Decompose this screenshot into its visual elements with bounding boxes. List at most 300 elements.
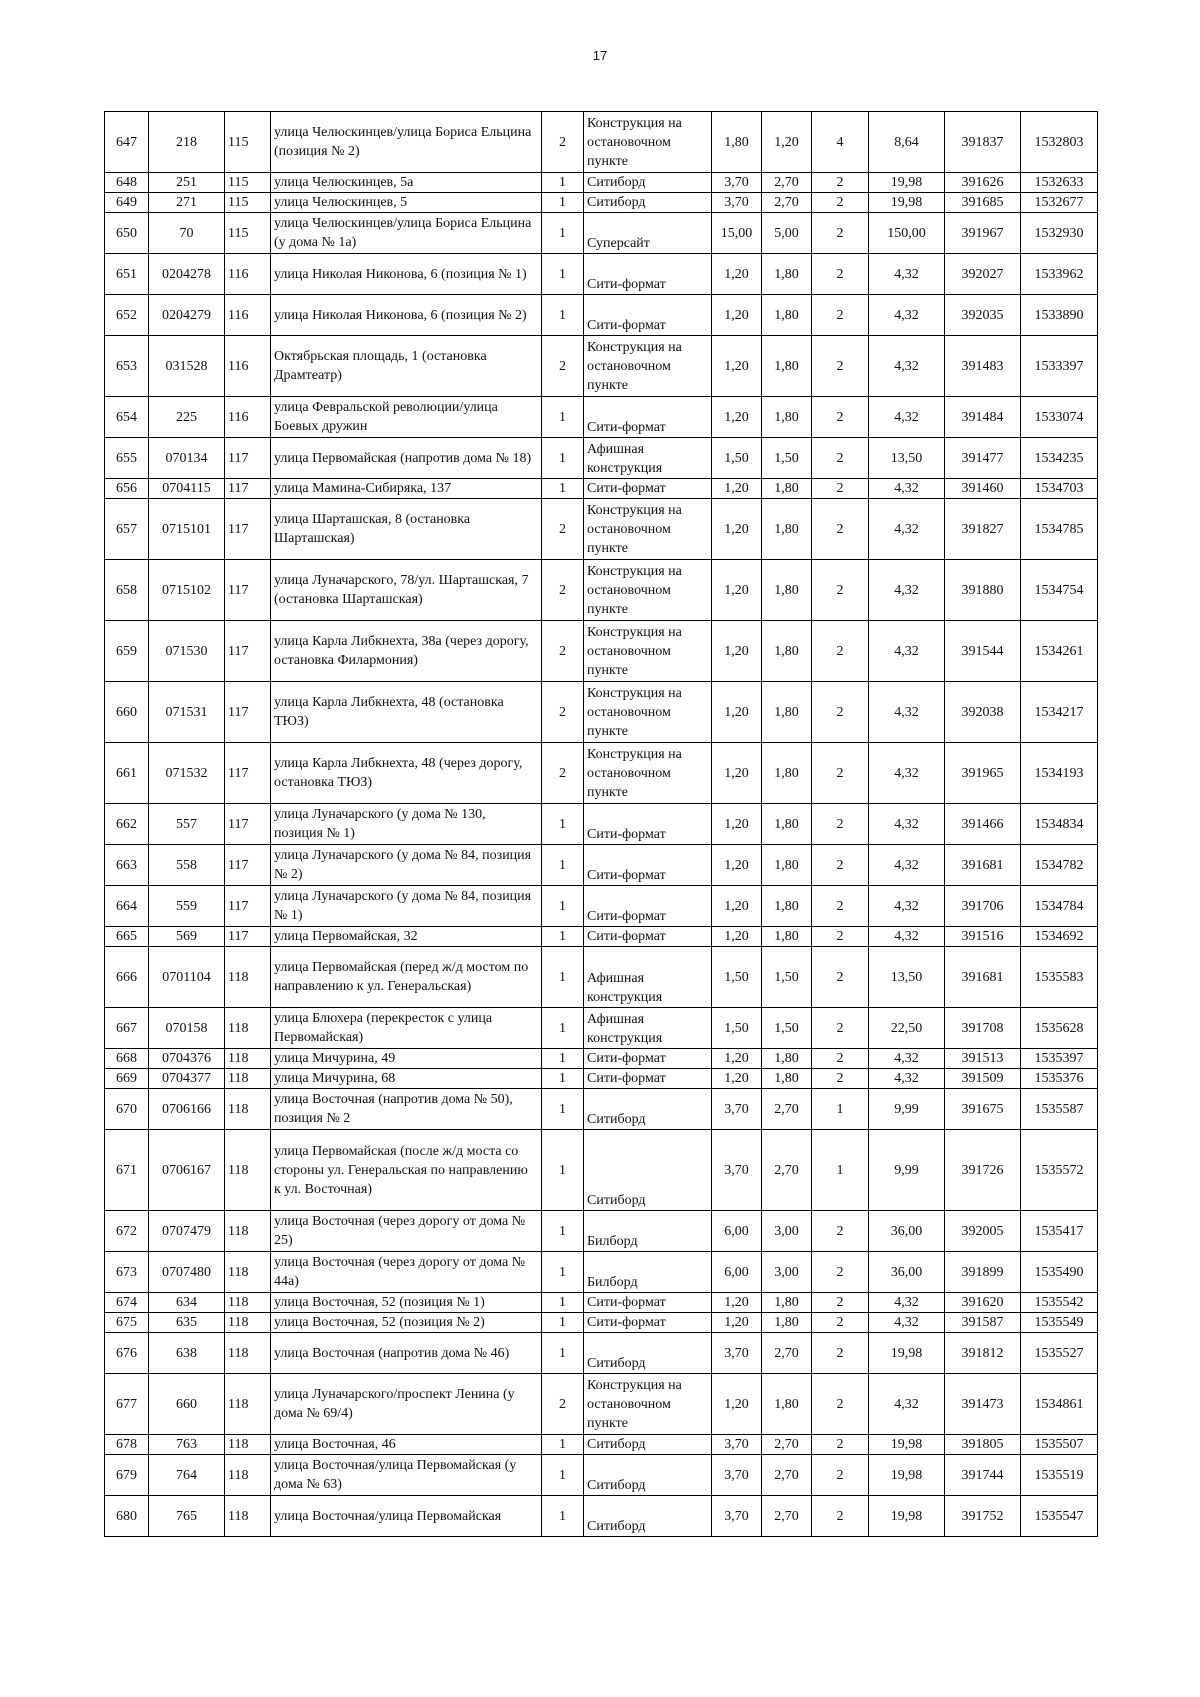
area-cell: 13,50 [869, 438, 945, 479]
area-cell: 19,98 [869, 193, 945, 213]
coord-y-cell: 1535376 [1021, 1069, 1098, 1089]
faces-cell: 2 [812, 886, 869, 927]
area-cell: 19,98 [869, 1496, 945, 1537]
width-cell: 1,20 [712, 479, 762, 499]
coord-x-cell: 391837 [945, 112, 1021, 173]
area-cell: 19,98 [869, 1435, 945, 1455]
sides-cell: 1 [542, 1089, 584, 1130]
faces-cell: 2 [812, 1211, 869, 1252]
height-cell: 3,00 [762, 1211, 812, 1252]
zone-cell: 118 [225, 1049, 271, 1069]
address-cell: Октябрьская площадь, 1 (остановка Драмтеатр) [271, 336, 542, 397]
code-cell: 0701104 [149, 947, 225, 1008]
sides-cell: 2 [542, 499, 584, 560]
width-cell: 3,70 [712, 193, 762, 213]
coord-y-cell: 1533962 [1021, 254, 1098, 295]
code-cell: 557 [149, 804, 225, 845]
code-cell: 0204279 [149, 295, 225, 336]
area-cell: 4,32 [869, 295, 945, 336]
code-cell: 070158 [149, 1008, 225, 1049]
coord-x-cell: 391752 [945, 1496, 1021, 1537]
type-cell: Сити-формат [584, 1313, 712, 1333]
area-cell: 4,32 [869, 560, 945, 621]
height-cell: 1,80 [762, 743, 812, 804]
code-cell: 0704115 [149, 479, 225, 499]
width-cell: 1,20 [712, 295, 762, 336]
width-cell: 1,20 [712, 1313, 762, 1333]
area-cell: 4,32 [869, 886, 945, 927]
coord-y-cell: 1534754 [1021, 560, 1098, 621]
row-number-cell: 655 [105, 438, 149, 479]
table-row [105, 1333, 1098, 1374]
coord-x-cell: 391726 [945, 1130, 1021, 1211]
address-cell: улица Николая Никонова, 6 (позиция № 2) [271, 295, 542, 336]
faces-cell: 2 [812, 1049, 869, 1069]
sides-cell: 2 [542, 560, 584, 621]
height-cell: 2,70 [762, 1130, 812, 1211]
address-cell: улица Челюскинцев, 5 [271, 193, 542, 213]
faces-cell: 2 [812, 499, 869, 560]
coord-y-cell: 1535417 [1021, 1211, 1098, 1252]
height-cell: 1,80 [762, 1293, 812, 1313]
faces-cell: 2 [812, 1455, 869, 1496]
table-row [105, 438, 1098, 479]
row-number-cell: 648 [105, 173, 149, 193]
faces-cell: 2 [812, 173, 869, 193]
type-cell: Ситиборд [584, 1333, 712, 1374]
area-cell: 4,32 [869, 1374, 945, 1435]
faces-cell: 2 [812, 621, 869, 682]
area-cell: 4,32 [869, 1069, 945, 1089]
zone-cell: 118 [225, 947, 271, 1008]
width-cell: 1,20 [712, 560, 762, 621]
area-cell: 4,32 [869, 804, 945, 845]
width-cell: 6,00 [712, 1252, 762, 1293]
coord-y-cell: 1535583 [1021, 947, 1098, 1008]
height-cell: 1,80 [762, 682, 812, 743]
faces-cell: 2 [812, 560, 869, 621]
area-cell: 9,99 [869, 1089, 945, 1130]
row-number-cell: 671 [105, 1130, 149, 1211]
height-cell: 1,80 [762, 254, 812, 295]
faces-cell: 2 [812, 213, 869, 254]
table-row [105, 621, 1098, 682]
type-cell: Конструкция на остановочном пункте [584, 560, 712, 621]
faces-cell: 2 [812, 336, 869, 397]
coord-y-cell: 1534782 [1021, 845, 1098, 886]
row-number-cell: 660 [105, 682, 149, 743]
address-cell: улица Восточная (через дорогу от дома № 25) [271, 1211, 542, 1252]
width-cell: 1,20 [712, 682, 762, 743]
coord-x-cell: 391706 [945, 886, 1021, 927]
coord-x-cell: 391681 [945, 845, 1021, 886]
coord-x-cell: 391483 [945, 336, 1021, 397]
table-row [105, 1374, 1098, 1435]
area-cell: 36,00 [869, 1252, 945, 1293]
area-cell: 4,32 [869, 927, 945, 947]
code-cell: 765 [149, 1496, 225, 1537]
faces-cell: 2 [812, 743, 869, 804]
table-row [105, 560, 1098, 621]
coord-x-cell: 391812 [945, 1333, 1021, 1374]
zone-cell: 115 [225, 193, 271, 213]
code-cell: 569 [149, 927, 225, 947]
sides-cell: 1 [542, 479, 584, 499]
sides-cell: 1 [542, 1252, 584, 1293]
zone-cell: 117 [225, 560, 271, 621]
width-cell: 1,20 [712, 1293, 762, 1313]
table-row [105, 845, 1098, 886]
faces-cell: 1 [812, 1130, 869, 1211]
height-cell: 1,80 [762, 804, 812, 845]
address-cell: улица Мичурина, 68 [271, 1069, 542, 1089]
table-row [105, 336, 1098, 397]
width-cell: 1,20 [712, 397, 762, 438]
height-cell: 1,80 [762, 1313, 812, 1333]
zone-cell: 116 [225, 397, 271, 438]
coord-y-cell: 1534834 [1021, 804, 1098, 845]
type-cell: Ситиборд [584, 1435, 712, 1455]
width-cell: 1,20 [712, 1374, 762, 1435]
sides-cell: 1 [542, 1130, 584, 1211]
row-number-cell: 659 [105, 621, 149, 682]
row-number-cell: 654 [105, 397, 149, 438]
sides-cell: 2 [542, 682, 584, 743]
height-cell: 1,80 [762, 845, 812, 886]
coord-y-cell: 1532677 [1021, 193, 1098, 213]
sides-cell: 1 [542, 213, 584, 254]
sides-cell: 1 [542, 173, 584, 193]
height-cell: 2,70 [762, 1496, 812, 1537]
row-number-cell: 656 [105, 479, 149, 499]
table-row [105, 112, 1098, 173]
sides-cell: 1 [542, 1435, 584, 1455]
coord-y-cell: 1534861 [1021, 1374, 1098, 1435]
area-cell: 36,00 [869, 1211, 945, 1252]
area-cell: 4,32 [869, 499, 945, 560]
table-row [105, 1435, 1098, 1455]
table-row [105, 1069, 1098, 1089]
width-cell: 1,20 [712, 743, 762, 804]
row-number-cell: 667 [105, 1008, 149, 1049]
coord-x-cell: 391708 [945, 1008, 1021, 1049]
coord-y-cell: 1534784 [1021, 886, 1098, 927]
zone-cell: 118 [225, 1130, 271, 1211]
coord-x-cell: 391744 [945, 1455, 1021, 1496]
faces-cell: 2 [812, 845, 869, 886]
coord-x-cell: 391626 [945, 173, 1021, 193]
code-cell: 70 [149, 213, 225, 254]
coord-x-cell: 391484 [945, 397, 1021, 438]
height-cell: 3,00 [762, 1252, 812, 1293]
width-cell: 1,20 [712, 499, 762, 560]
code-cell: 0704376 [149, 1049, 225, 1069]
address-cell: улица Николая Никонова, 6 (позиция № 1) [271, 254, 542, 295]
type-cell: Сити-формат [584, 927, 712, 947]
row-number-cell: 653 [105, 336, 149, 397]
table-row [105, 1252, 1098, 1293]
height-cell: 1,80 [762, 1049, 812, 1069]
area-cell: 4,32 [869, 1049, 945, 1069]
area-cell: 150,00 [869, 213, 945, 254]
coord-x-cell: 391477 [945, 438, 1021, 479]
zone-cell: 117 [225, 743, 271, 804]
table-row [105, 1293, 1098, 1313]
row-number-cell: 666 [105, 947, 149, 1008]
width-cell: 1,50 [712, 438, 762, 479]
height-cell: 1,80 [762, 336, 812, 397]
type-cell: Сити-формат [584, 479, 712, 499]
address-cell: улица Мамина-Сибиряка, 137 [271, 479, 542, 499]
type-cell: Конструкция на остановочном пункте [584, 336, 712, 397]
coord-y-cell: 1535507 [1021, 1435, 1098, 1455]
code-cell: 225 [149, 397, 225, 438]
zone-cell: 118 [225, 1374, 271, 1435]
coord-y-cell: 1532633 [1021, 173, 1098, 193]
row-number-cell: 672 [105, 1211, 149, 1252]
sides-cell: 1 [542, 927, 584, 947]
address-cell: улица Челюскинцев/улица Бориса Ельцина (позиция № 2) [271, 112, 542, 173]
type-cell: Ситиборд [584, 1455, 712, 1496]
zone-cell: 117 [225, 499, 271, 560]
row-number-cell: 678 [105, 1435, 149, 1455]
height-cell: 1,50 [762, 438, 812, 479]
address-cell: улица Мичурина, 49 [271, 1049, 542, 1069]
coord-y-cell: 1535549 [1021, 1313, 1098, 1333]
zone-cell: 118 [225, 1333, 271, 1374]
type-cell: Сити-формат [584, 1293, 712, 1313]
zone-cell: 117 [225, 438, 271, 479]
row-number-cell: 668 [105, 1049, 149, 1069]
sides-cell: 1 [542, 438, 584, 479]
table-row [105, 1130, 1098, 1211]
sides-cell: 1 [542, 1069, 584, 1089]
zone-cell: 118 [225, 1496, 271, 1537]
zone-cell: 118 [225, 1211, 271, 1252]
coord-x-cell: 391513 [945, 1049, 1021, 1069]
zone-cell: 118 [225, 1313, 271, 1333]
type-cell: Конструкция на остановочном пункте [584, 682, 712, 743]
faces-cell: 2 [812, 254, 869, 295]
zone-cell: 115 [225, 213, 271, 254]
type-cell: Сити-формат [584, 1069, 712, 1089]
table-row [105, 173, 1098, 193]
coord-x-cell: 391880 [945, 560, 1021, 621]
table-row [105, 927, 1098, 947]
height-cell: 1,80 [762, 1374, 812, 1435]
row-number-cell: 675 [105, 1313, 149, 1333]
width-cell: 3,70 [712, 1333, 762, 1374]
address-cell: улица Шарташская, 8 (остановка Шарташская) [271, 499, 542, 560]
table-row [105, 682, 1098, 743]
address-cell: улица Восточная/улица Первомайская (у дома № 63) [271, 1455, 542, 1496]
code-cell: 0707480 [149, 1252, 225, 1293]
zone-cell: 117 [225, 682, 271, 743]
coord-x-cell: 391965 [945, 743, 1021, 804]
width-cell: 6,00 [712, 1211, 762, 1252]
type-cell: Конструкция на остановочном пункте [584, 499, 712, 560]
faces-cell: 4 [812, 112, 869, 173]
area-cell: 13,50 [869, 947, 945, 1008]
address-cell: улица Карла Либкнехта, 48 (через дорогу, остановка ТЮЗ) [271, 743, 542, 804]
zone-cell: 115 [225, 112, 271, 173]
advertising-structures-table [104, 111, 1098, 1537]
faces-cell: 2 [812, 947, 869, 1008]
faces-cell: 2 [812, 438, 869, 479]
height-cell: 1,50 [762, 947, 812, 1008]
zone-cell: 117 [225, 804, 271, 845]
sides-cell: 1 [542, 1049, 584, 1069]
width-cell: 3,70 [712, 1130, 762, 1211]
code-cell: 0706167 [149, 1130, 225, 1211]
coord-y-cell: 1535527 [1021, 1333, 1098, 1374]
table-row [105, 499, 1098, 560]
row-number-cell: 674 [105, 1293, 149, 1313]
coord-y-cell: 1534703 [1021, 479, 1098, 499]
width-cell: 3,70 [712, 173, 762, 193]
height-cell: 2,70 [762, 1333, 812, 1374]
sides-cell: 1 [542, 1313, 584, 1333]
sides-cell: 1 [542, 1293, 584, 1313]
code-cell: 763 [149, 1435, 225, 1455]
sides-cell: 2 [542, 1374, 584, 1435]
sides-cell: 1 [542, 1211, 584, 1252]
row-number-cell: 670 [105, 1089, 149, 1130]
row-number-cell: 649 [105, 193, 149, 213]
height-cell: 1,20 [762, 112, 812, 173]
width-cell: 1,20 [712, 1069, 762, 1089]
width-cell: 1,20 [712, 621, 762, 682]
type-cell: Билборд [584, 1211, 712, 1252]
area-cell: 4,32 [869, 621, 945, 682]
code-cell: 251 [149, 173, 225, 193]
height-cell: 2,70 [762, 193, 812, 213]
faces-cell: 2 [812, 1293, 869, 1313]
type-cell: Сити-формат [584, 1049, 712, 1069]
height-cell: 1,80 [762, 1069, 812, 1089]
height-cell: 2,70 [762, 1089, 812, 1130]
coord-x-cell: 391827 [945, 499, 1021, 560]
row-number-cell: 680 [105, 1496, 149, 1537]
row-number-cell: 676 [105, 1333, 149, 1374]
type-cell: Ситиборд [584, 1130, 712, 1211]
coord-y-cell: 1532803 [1021, 112, 1098, 173]
code-cell: 071530 [149, 621, 225, 682]
type-cell: Конструкция на остановочном пункте [584, 1374, 712, 1435]
coord-y-cell: 1532930 [1021, 213, 1098, 254]
address-cell: улица Первомайская, 32 [271, 927, 542, 947]
coord-x-cell: 392035 [945, 295, 1021, 336]
width-cell: 3,70 [712, 1455, 762, 1496]
table-row [105, 1049, 1098, 1069]
table-row [105, 193, 1098, 213]
faces-cell: 2 [812, 1435, 869, 1455]
type-cell: Конструкция на остановочном пункте [584, 621, 712, 682]
coord-x-cell: 392038 [945, 682, 1021, 743]
sides-cell: 2 [542, 112, 584, 173]
height-cell: 2,70 [762, 1455, 812, 1496]
address-cell: улица Восточная, 52 (позиция № 1) [271, 1293, 542, 1313]
faces-cell: 2 [812, 295, 869, 336]
address-cell: улица Карла Либкнехта, 38а (через дорогу, остановка Филармония) [271, 621, 542, 682]
table-row [105, 254, 1098, 295]
width-cell: 1,50 [712, 1008, 762, 1049]
code-cell: 0706166 [149, 1089, 225, 1130]
width-cell: 1,80 [712, 112, 762, 173]
coord-x-cell: 391967 [945, 213, 1021, 254]
row-number-cell: 647 [105, 112, 149, 173]
address-cell: улица Карла Либкнехта, 48 (остановка ТЮЗ) [271, 682, 542, 743]
table-row [105, 479, 1098, 499]
row-number-cell: 664 [105, 886, 149, 927]
row-number-cell: 679 [105, 1455, 149, 1496]
type-cell: Сити-формат [584, 845, 712, 886]
coord-y-cell: 1534193 [1021, 743, 1098, 804]
area-cell: 4,32 [869, 1313, 945, 1333]
coord-y-cell: 1533890 [1021, 295, 1098, 336]
coord-x-cell: 391544 [945, 621, 1021, 682]
type-cell: Сити-формат [584, 295, 712, 336]
type-cell: Афишная конструкция [584, 438, 712, 479]
code-cell: 0204278 [149, 254, 225, 295]
address-cell: улица Блюхера (перекресток с улица Первомайская) [271, 1008, 542, 1049]
coord-x-cell: 391685 [945, 193, 1021, 213]
zone-cell: 118 [225, 1435, 271, 1455]
address-cell: улица Луначарского, 78/ул. Шарташская, 7 (остановка Шарташская) [271, 560, 542, 621]
address-cell: улица Челюскинцев/улица Бориса Ельцина (у дома № 1а) [271, 213, 542, 254]
coord-y-cell: 1533397 [1021, 336, 1098, 397]
type-cell: Ситиборд [584, 1089, 712, 1130]
zone-cell: 117 [225, 845, 271, 886]
row-number-cell: 650 [105, 213, 149, 254]
height-cell: 1,80 [762, 479, 812, 499]
code-cell: 660 [149, 1374, 225, 1435]
type-cell: Конструкция на остановочном пункте [584, 112, 712, 173]
code-cell: 635 [149, 1313, 225, 1333]
coord-y-cell: 1534692 [1021, 927, 1098, 947]
faces-cell: 1 [812, 1089, 869, 1130]
coord-x-cell: 392027 [945, 254, 1021, 295]
width-cell: 3,70 [712, 1089, 762, 1130]
zone-cell: 117 [225, 886, 271, 927]
type-cell: Билборд [584, 1252, 712, 1293]
sides-cell: 1 [542, 1008, 584, 1049]
code-cell: 559 [149, 886, 225, 927]
code-cell: 638 [149, 1333, 225, 1374]
sides-cell: 1 [542, 397, 584, 438]
faces-cell: 2 [812, 193, 869, 213]
area-cell: 4,32 [869, 254, 945, 295]
type-cell: Ситиборд [584, 193, 712, 213]
address-cell: улица Февральской революции/улица Боевых дружин [271, 397, 542, 438]
coord-y-cell: 1534217 [1021, 682, 1098, 743]
address-cell: улица Первомайская (перед ж/д мостом по направлению к ул. Генеральская) [271, 947, 542, 1008]
type-cell: Конструкция на остановочном пункте [584, 743, 712, 804]
sides-cell: 1 [542, 193, 584, 213]
table-row [105, 947, 1098, 1008]
zone-cell: 118 [225, 1455, 271, 1496]
table-row [105, 397, 1098, 438]
address-cell: улица Луначарского (у дома № 130, позиция № 1) [271, 804, 542, 845]
faces-cell: 2 [812, 1252, 869, 1293]
area-cell: 19,98 [869, 173, 945, 193]
coord-x-cell: 392005 [945, 1211, 1021, 1252]
width-cell: 3,70 [712, 1496, 762, 1537]
sides-cell: 1 [542, 1455, 584, 1496]
sides-cell: 1 [542, 845, 584, 886]
coord-y-cell: 1535547 [1021, 1496, 1098, 1537]
coord-y-cell: 1534261 [1021, 621, 1098, 682]
